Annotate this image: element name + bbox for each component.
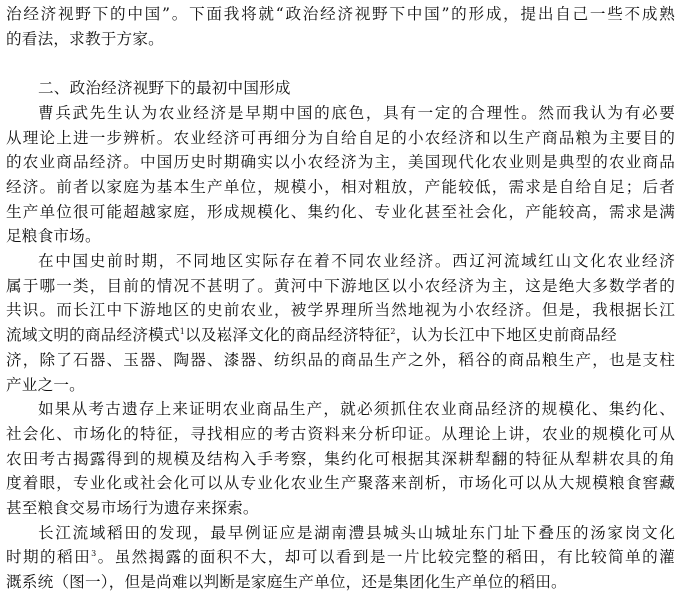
footnote-marker: 1 [179, 326, 186, 336]
text-line: 农田考古揭露得到的规模及结构入手考察，集约化可根据其深耕犁翻的特征从犁耕农具的角 [6, 449, 675, 468]
text-line: 从理论上进一步辨析。农业经济可再细分为自给自足的小农经济和以生产商品粮为主要目的 [6, 128, 675, 147]
text-line: 属于哪一类，目前的情况不甚明了。黄河中下游地区以小农经济为主，这是绝大多数学者的 [6, 276, 675, 295]
text-line: 曹兵武先生认为农业经济是早期中国的底色，具有一定的合理性。然而我认为有必要 [38, 103, 675, 122]
text-line: 溉系统（图一），但是尚难以判断是家庭生产单位，还是集团化生产单位的稻田。 [6, 573, 567, 592]
text-line [6, 348, 675, 373]
text-line: 共识。而长江中下游地区的史前农业，被学界理所当然地视为小农经济。但是，我根据长江 [6, 301, 675, 320]
text-line: 度着眼，专业化或社会化可以从专业化农业生产聚落来剖析，市场化可以从大规模粮食窖藏 [6, 474, 675, 493]
text-line [6, 323, 675, 348]
text-segment: 流域文明的商品经济模式 [6, 326, 180, 345]
text-segment: 。虽然揭露的面积不大，却可以看到是一片比较完整的稻田，有比较简单的灌 [96, 548, 675, 567]
section-heading: 二、政治经济视野下的最初中国形成 [38, 79, 291, 98]
text-segment: 时期的稻田 [6, 548, 92, 567]
text-line: 甚至粮食交易市场行为遗存来探索。 [6, 499, 259, 517]
text-segment: 以及崧泽文化的商品经济特征 [185, 326, 391, 345]
footnote-marker: 2 [390, 326, 396, 336]
text-segment: 济 [6, 350, 23, 369]
text-line: 生产单位很可能超越家庭，形成规模化、集约化、专业化甚至社会化，产能较高，需求是满 [6, 202, 675, 221]
text-line: 如果从考古遗存上来证明农业商品生产，就必须抓住农业商品经济的规模化、集约化、 [38, 400, 675, 419]
text-line: 经济。前者以家庭为基本生产单位，规模小，相对粗放，产能较低，需求是自给自足；后者 [6, 177, 675, 196]
text-line: 治经济视野下的中国”。下面我将就“政治经济视野下中国”的形成，提出自己一些不成熟 [6, 5, 675, 23]
text-line: 在中国史前时期，不同地区实际存在着不同农业经济。西辽河流域红山文化农业经济 [38, 252, 675, 270]
text-line: 的农业商品经济。中国历史时期确实以小农经济为主，美国现代化农业则是典型的农业商品 [6, 153, 675, 172]
text-line: 社会化、市场化的特征，寻找相应的考古资料来分析印证。从理论上讲，农业的规模化可从 [6, 424, 675, 443]
text-line: 足粮食市场。 [6, 227, 101, 246]
text-line [6, 545, 675, 570]
text-line: 的看法，求教于方家。 [6, 29, 164, 48]
text-line: 产业之一。 [6, 375, 85, 394]
footnote-marker: 3 [91, 549, 97, 559]
text-segment: ，除了石器、玉器、陶器、漆器、纺织品的商品生产之外，稻谷的商品粮生产，也是支柱 [22, 350, 675, 369]
text-segment: ，认为长江中下地区史前商品经 [395, 326, 617, 345]
text-line: 长江流域稻田的发现，最早例证应是湖南澧县城头山城址东门址下叠压的汤家岗文化 [38, 523, 675, 542]
